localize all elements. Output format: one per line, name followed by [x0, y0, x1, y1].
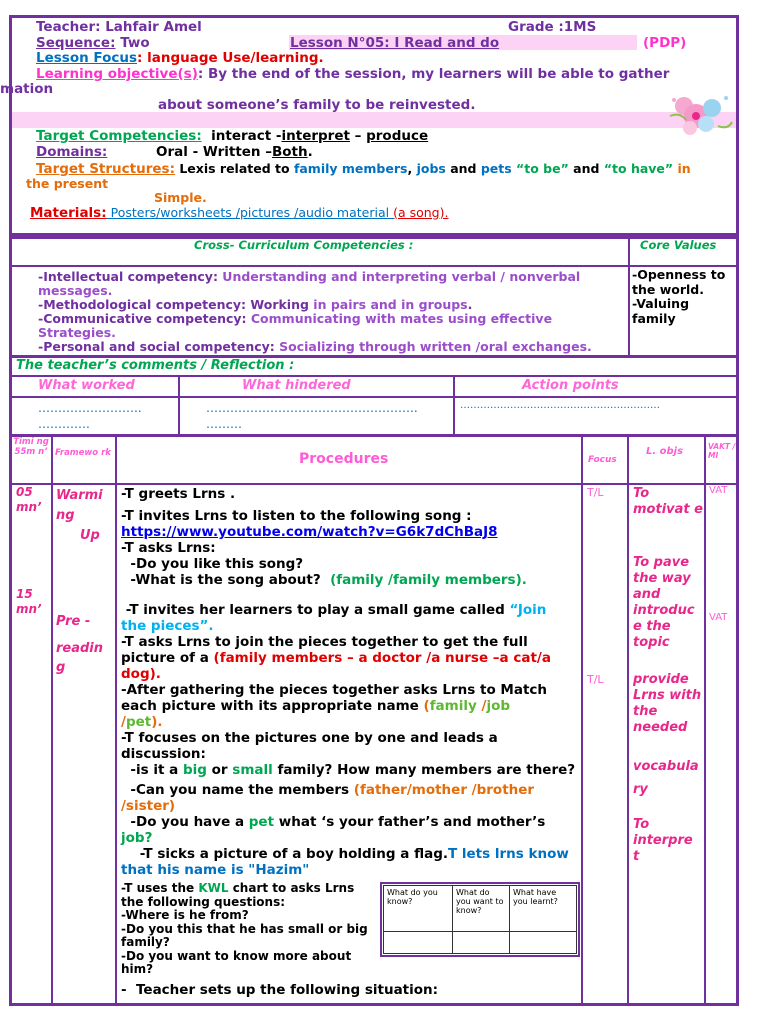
objective-text-2: about someone’s family to be reinvested. [158, 97, 476, 113]
framework-header: Framewo rk [55, 448, 111, 458]
objective-wrap: mation [0, 81, 54, 97]
procedures-body [121, 486, 579, 878]
song-link[interactable]: https://www.youtube.com/watch?v=G6k7dChBaJ8 [121, 524, 498, 540]
struct-3: , [407, 161, 417, 176]
core-values-title: Core Values [640, 238, 717, 252]
pdp-label: (PDP) [643, 35, 687, 51]
proc-name-members-q: -Can you name the members [121, 782, 354, 798]
proc-name-members-a: (father/mother /brother /sister) [121, 782, 535, 814]
core-world: the world. [632, 281, 704, 297]
c2-label: -Methodological competency: Working [38, 297, 309, 312]
struct-1: Lexis related to [174, 161, 294, 176]
sequence-value: Two [120, 35, 150, 51]
what-hindered-dots-1: …………………………………………….. [206, 401, 418, 415]
proc-situation: - Teacher sets up the following situation: [121, 982, 439, 998]
proc-big-small-2: family? How many members are there? [272, 762, 576, 778]
struct-jobs: jobs [416, 161, 446, 176]
lobj-vocabulary: vocabula ry [633, 759, 699, 797]
grade: Grade :1MS [508, 19, 597, 35]
domains-values: Oral - Written – [156, 144, 272, 160]
proc-join-items: (family members – a doctor /a nurse –a cat/a dog). [121, 650, 551, 682]
proc-game-name: “Join [509, 602, 547, 618]
what-worked-dots-1: …………………….. [38, 401, 142, 415]
lobjs-header: L. objs [646, 446, 684, 457]
vakt-1: VAT [709, 485, 728, 496]
focus-2: T/L [587, 673, 604, 686]
kwl-table [383, 885, 577, 954]
objective-label: Learning objective(s) [36, 66, 198, 82]
struct-9: and [568, 161, 604, 176]
lesson-focus-line [36, 51, 324, 66]
proc-match-close: ). [151, 714, 163, 730]
timing-15: 15 mn’ [16, 587, 42, 616]
comp-interpret: interpret [281, 128, 350, 144]
reflection-col-divider-2 [453, 377, 455, 435]
proc-know-more: -Do you want to know more about him? [121, 948, 352, 976]
kwl-know-cell [384, 932, 453, 954]
proc-kwl-1: -T uses the [121, 881, 199, 895]
framework-warmi: Warmi [56, 488, 103, 503]
framework-readin: readin [56, 641, 104, 656]
domains-label: Domains: [36, 144, 108, 160]
structures-label: Target Structures: [36, 161, 175, 177]
col-div-framework [115, 436, 117, 1004]
framework-prereading [56, 612, 103, 677]
kwl-want-cell [453, 932, 510, 954]
proc-match [121, 682, 579, 730]
proc-game-text: -T invites her learners to play a small game called [121, 602, 510, 618]
vakt-header: VAKT / MI [708, 442, 736, 460]
col-div-procedures [581, 436, 583, 1004]
proc-where: -Where is he from? [121, 908, 249, 922]
c1-wrap: messages. [38, 283, 113, 298]
proc-asks: -T asks Lrns: [121, 540, 216, 556]
c3-label: -Communicative competency: [38, 311, 247, 326]
kwl-chart [380, 882, 580, 957]
reflection-divider-1 [11, 375, 737, 377]
framework-warming [56, 486, 103, 546]
reflection-title: The teacher’s comments / Reflection : [16, 358, 295, 373]
objective-colon: : By [197, 66, 228, 82]
struct-in: in [673, 161, 691, 176]
core-openness: -Openness to [632, 267, 726, 282]
proc-small: small [232, 762, 273, 778]
reflection-col-divider-1 [178, 377, 180, 435]
proc-big: big [182, 762, 207, 778]
proc-job: job? [121, 830, 153, 846]
lobj-interpret: To interpre t [633, 817, 693, 864]
struct-family: family members [293, 161, 408, 176]
framework-g: g [56, 660, 66, 675]
proc-song-about [121, 572, 579, 588]
domains-both: Both [271, 144, 308, 160]
c1-label: -Intellectual competency: [38, 269, 218, 284]
procedures-header: Procedures [299, 451, 389, 467]
proc-match-pet: pet [125, 714, 152, 730]
proc-focus-pictures: -T focuses on the pictures one by one and leads a discussion: [121, 730, 498, 762]
teacher-name: Teacher: Lahfair Amel [36, 19, 202, 35]
kwl-learnt: What have you learnt? [510, 886, 577, 932]
objective-line [36, 67, 669, 82]
lobj-motivate: To motivat e [633, 486, 703, 517]
what-hindered-dots [206, 400, 418, 432]
core-family: family [632, 310, 676, 326]
col-div-timing [51, 436, 53, 1004]
competencies-line [36, 129, 428, 144]
proc-join-text: -T asks Lrns to join the pieces together to get the full picture of a [121, 634, 528, 666]
flower-decoration-icon [662, 86, 736, 144]
timing-header: Timi ng 55m n’ [13, 437, 49, 457]
what-worked-dots [38, 400, 142, 432]
domains-line [36, 145, 313, 160]
action-points-dots: …………………………………………………… [460, 400, 660, 411]
core-values-divider [628, 238, 630, 356]
proc-pet-job-1: -Do you have a [121, 814, 249, 830]
c3-wrap: Strategies. [38, 325, 116, 340]
focus-header: Focus [588, 455, 617, 465]
proc-family-size: -Do you this that he has small or big family? [121, 921, 368, 949]
col-div-lobjs [704, 436, 706, 1004]
proc-flag-2: T lets lrns know that his name is "Hazim" [121, 846, 569, 878]
kwl-want: What do you want to know? [453, 886, 510, 932]
framework-up: Up [80, 528, 100, 543]
proc-flag [121, 846, 579, 878]
proc-pet-job-2: what ‘s your father’s and mother’s [274, 814, 546, 830]
proc-match-slash2: / [121, 714, 126, 730]
struct-to-have: “to have” [603, 161, 674, 176]
framework-pre: Pre - [56, 614, 91, 629]
framework-ng: ng [56, 508, 75, 523]
c2-value: in pairs and in groups [308, 297, 468, 312]
competencies-label: Target Competencies: [36, 128, 202, 144]
proc-kwl-name: KWL [198, 881, 229, 895]
lesson-focus-value: : language Use/learning. [137, 50, 324, 66]
proc-kwl [121, 882, 377, 909]
vakt-2: VAT [709, 612, 728, 623]
proc-song-about-a: (family /family members). [330, 572, 527, 588]
what-hindered-dots-2: ……… [206, 417, 242, 431]
proc-join-pieces [121, 634, 579, 682]
objective-text-1: the end of the session, my learners will be able to gather [227, 66, 670, 82]
materials-label: Materials: [30, 205, 107, 221]
struct-5: and [445, 161, 481, 176]
materials-value: Posters/worksheets /pictures /audio material [106, 205, 394, 220]
proc-big-small [121, 762, 579, 778]
structures-line [36, 161, 691, 177]
comp-dash: – [349, 128, 367, 144]
comp-produce: produce [366, 128, 429, 144]
proc-match-family: family [429, 698, 477, 714]
proc-invites-song: -T invites Lrns to listen to the following song : [121, 508, 472, 524]
lobj-pave-way: To pave the way and introduc e the topic [633, 555, 695, 650]
lesson-focus-label: Lesson Focus [36, 50, 138, 66]
proc-match-paren: ( [423, 698, 430, 714]
pink-highlight-band [12, 112, 736, 128]
proc-name-members [121, 782, 579, 814]
sequence-label: Sequence: [36, 35, 116, 51]
proc-song-about-q: -What is the song about? [121, 572, 331, 588]
col-div-focus [627, 436, 629, 1004]
proc-match-job: job [486, 698, 511, 714]
intellectual-competency [38, 270, 624, 354]
struct-pets: pets [480, 161, 512, 176]
proc-kwl-2: chart to asks Lrns the following questions: [121, 881, 355, 909]
proc-pet-job [121, 814, 579, 846]
core-valuing: -Valuing [632, 296, 690, 311]
materials-line [30, 205, 448, 221]
focus-1: T/L [587, 486, 604, 499]
proc-game-name-2: the pieces”. [121, 618, 214, 634]
c4-value: Socializing through written /oral exchanges. [274, 339, 592, 354]
struct-to-be: “to be” [511, 161, 569, 176]
what-hindered-header: What hindered [242, 378, 351, 393]
reflection-divider-2 [11, 396, 737, 398]
kwl-know: What do you know? [384, 886, 453, 932]
timing-05: 05 mn’ [16, 485, 42, 514]
cross-title: Cross- Curriculum Competencies : [194, 238, 414, 252]
struct-simple: Simple. [154, 190, 207, 205]
proc-game [121, 602, 579, 634]
lesson-title: Lesson N°05: I Read and do [290, 35, 500, 51]
proc-pet: pet [248, 814, 275, 830]
what-worked-dots-2: …………. [38, 417, 90, 431]
kwl-learnt-cell [510, 932, 577, 954]
struct-present: the present [26, 176, 109, 191]
sequence-line [36, 36, 150, 51]
proc-greets: -T greets Lrns . [121, 486, 236, 502]
proc-flag-1: -T sicks a picture of a boy holding a flag. [121, 846, 448, 862]
c2-dot: . [467, 297, 473, 312]
c1-value: Understanding and interpreting verbal / nonverbal [217, 269, 581, 284]
domains-dot: . [307, 144, 313, 160]
proc-or: or [206, 762, 233, 778]
c3-value: Communicating with mates using effective [246, 311, 553, 326]
core-values-list [632, 268, 725, 326]
lobj-provide: provide Lrns with the needed [633, 672, 702, 735]
materials-song: (a song). [393, 205, 449, 220]
c4-label: -Personal and social competency: [38, 339, 275, 354]
what-worked-header: What worked [38, 378, 135, 393]
kwl-questions [121, 882, 377, 977]
proc-like-song: -Do you like this song? [121, 556, 304, 572]
proc-match-slash1: / [476, 698, 487, 714]
comp-interact: interact - [211, 128, 282, 144]
proc-big-small-1: -is it a [121, 762, 183, 778]
proc-match-text: -After gathering the pieces together asks Lrns to Match each picture with its appropriate name [121, 682, 548, 714]
action-points-header: Action points [522, 378, 619, 393]
